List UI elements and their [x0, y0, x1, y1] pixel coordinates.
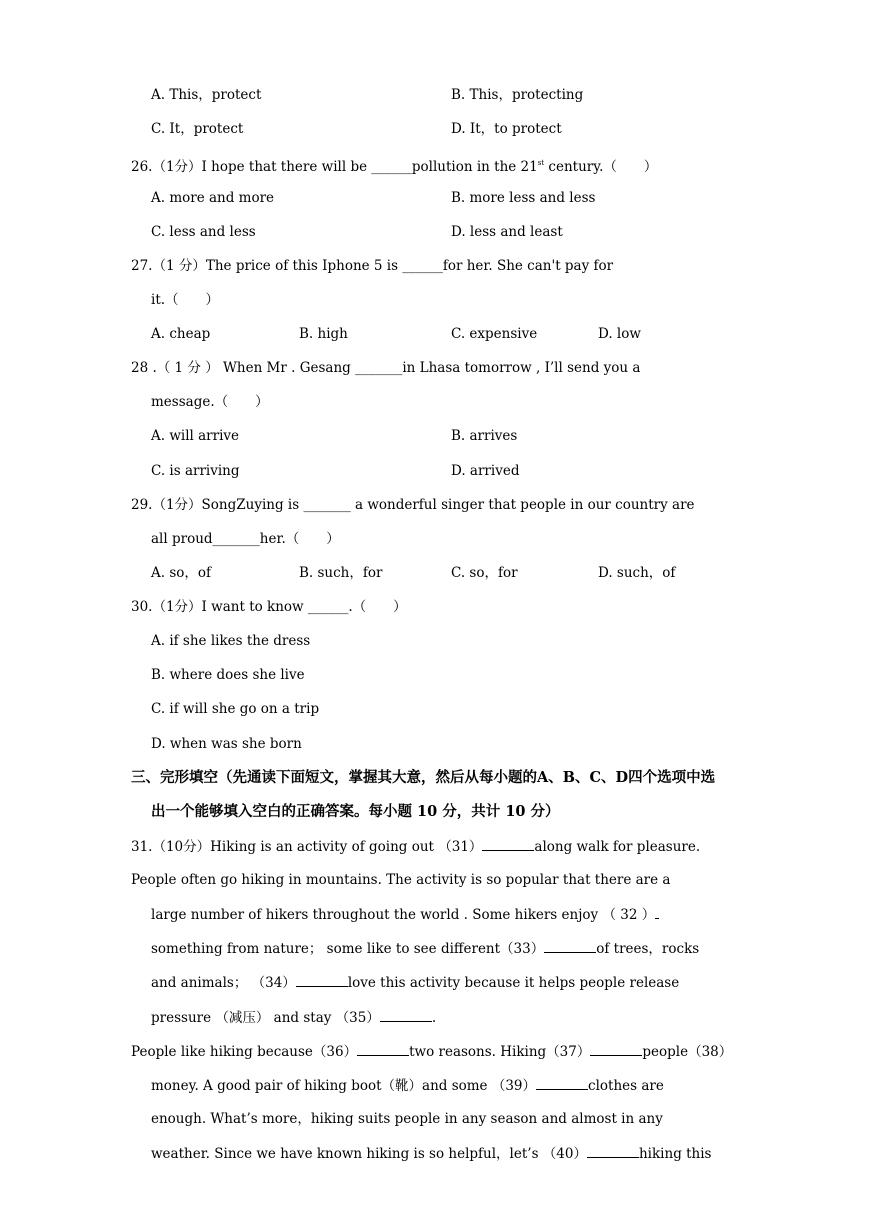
q29-stem-line2: all proud_______her.（ ）	[151, 531, 340, 547]
q26-stem: 26.（1分）I hope that there will be ______pollution in the 21st century.（ ）	[131, 159, 658, 175]
blank-34	[296, 972, 348, 987]
blank-39	[536, 1075, 588, 1090]
q28-option-a: A. will arrive	[151, 428, 240, 444]
q27-option-a: A. cheap	[151, 326, 211, 342]
q28-option-b: B. arrives	[451, 428, 518, 444]
q27-option-c: C. expensive	[451, 326, 538, 342]
q30-option-a: A. if she likes the dress	[151, 633, 311, 649]
passage-line-7: People like hiking because（36） two reasons. Hiking（37） people（38）	[131, 1041, 732, 1062]
q26-option-c: C. less and less	[151, 224, 256, 240]
blank-32	[655, 904, 659, 919]
blank-35	[380, 1007, 432, 1022]
passage-line-2: People often go hiking in mountains. The activity is so popular that there are a	[131, 872, 671, 888]
blank-31	[482, 836, 534, 851]
q30-option-c: C. if will she go on a trip	[151, 701, 320, 717]
passage-line-9: enough. What’s more，hiking suits people in any season and almost in any	[151, 1111, 663, 1127]
q26-option-a: A. more and more	[151, 190, 275, 206]
passage-line-10: weather. Since we have known hiking is so helpful，let’s （40） hiking this	[151, 1143, 712, 1164]
q28-option-d: D. arrived	[451, 463, 520, 479]
q30-stem: 30.（1分）I want to know ______.（ ）	[131, 599, 407, 615]
q25-option-b: B. This，protecting	[451, 87, 584, 103]
passage-line-1: 31.（10分）Hiking is an activity of going out （31） along walk for pleasure.	[131, 836, 700, 857]
q27-stem-line1: 27.（1 分）The price of this Iphone 5 is ______for her. She can't pay for	[131, 258, 614, 274]
q29-option-a: A. so，of	[151, 565, 212, 581]
blank-33	[544, 938, 596, 953]
q29-stem-line1: 29.（1分）SongZuying is _______ a wonderful singer that people in our country are	[131, 497, 695, 513]
q27-option-d: D. low	[598, 326, 641, 342]
q30-option-d: D. when was she born	[151, 736, 302, 752]
passage-line-3: large number of hikers throughout the world . Some hikers enjoy （ 32 ）	[151, 904, 659, 925]
q26-option-d: D. less and least	[451, 224, 563, 240]
passage-line-4: something from nature； some like to see different（33） of trees，rocks	[151, 938, 699, 959]
q25-option-c: C. It，protect	[151, 121, 244, 137]
section3-heading-line2: 出一个能够填入空白的正确答案。每小题 10 分，共计 10 分）	[151, 803, 560, 820]
q29-option-c: C. so，for	[451, 565, 518, 581]
blank-37	[590, 1041, 642, 1056]
q30-option-b: B. where does she live	[151, 667, 305, 683]
q25-option-a: A. This，protect	[151, 87, 262, 103]
passage-line-8: money. A good pair of hiking boot（靴）and some （39） clothes are	[151, 1075, 664, 1096]
q29-option-d: D. such，of	[598, 565, 676, 581]
passage-line-6: pressure （减压） and stay （35） .	[151, 1007, 436, 1028]
q28-option-c: C. is arriving	[151, 463, 240, 479]
q27-stem-line2: it.（ ）	[151, 292, 220, 308]
blank-40	[587, 1143, 639, 1158]
q28-stem-line1: 28 .（ 1 分 ） When Mr . Gesang _______in Lhasa tomorrow , I’ll send you a	[131, 360, 641, 376]
q29-option-b: B. such，for	[299, 565, 383, 581]
passage-line-5: and animals； （34） love this activity because it helps people release	[151, 972, 679, 993]
q26-option-b: B. more less and less	[451, 190, 596, 206]
q27-option-b: B. high	[299, 326, 348, 342]
q25-option-d: D. It，to protect	[451, 121, 562, 137]
q28-stem-line2: message.（ ）	[151, 394, 269, 410]
section3-heading-line1: 三、完形填空（先通读下面短文，掌握其大意，然后从每小题的A、B、C、D四个选项中选	[131, 769, 716, 786]
blank-36	[357, 1041, 409, 1056]
